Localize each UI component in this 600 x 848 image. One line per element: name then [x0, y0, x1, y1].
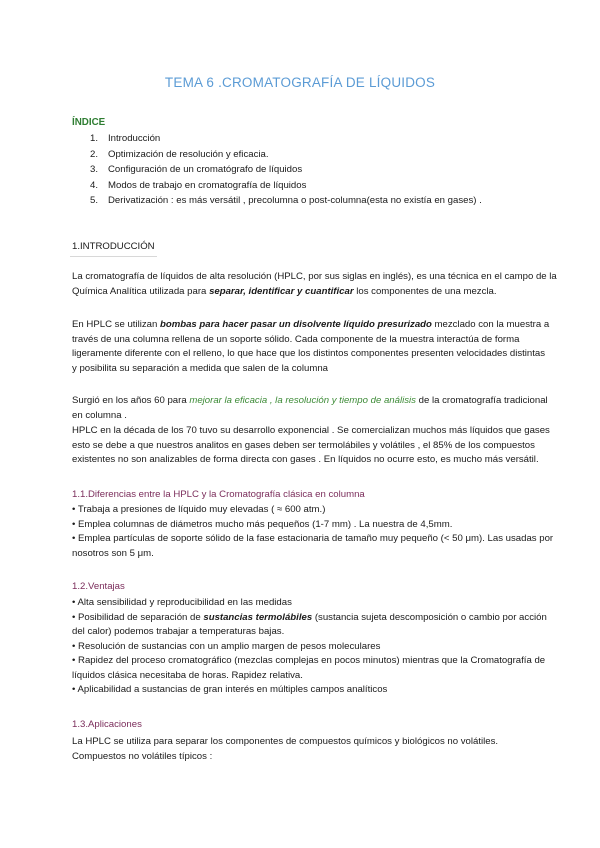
section-1-2-heading: 1.2.Ventajas: [72, 581, 125, 592]
toc-number: 1.: [90, 133, 99, 144]
text-line: esto se debe a que nuestros analitos en gases deben ser termolábiles y volátiles , el 85% de los compuestos: [72, 439, 535, 451]
toc-item: [90, 193, 540, 209]
text-span: mezclado con la muestra a: [431, 319, 550, 330]
intro-heading: 1.INTRODUCCIÓN: [70, 239, 157, 257]
text-line: Compuestos no volátiles típicos :: [72, 750, 213, 762]
list-item-continuation: del calor) podemos trabajar a temperaturas bajas.: [72, 626, 285, 637]
text-line: y posibilita su separación a medida que salen de la columna: [72, 362, 328, 374]
intro-paragraph-3: [72, 394, 548, 423]
list-item: • Aplicabilidad a sustancias de gran interés en múltiples campos analíticos: [72, 684, 388, 695]
text-span: • Posibilidad de separación de: [72, 611, 204, 623]
toc-item: [90, 178, 540, 194]
text-span: En HPLC se utilizan: [72, 319, 160, 330]
toc-text: Introducción: [108, 133, 161, 144]
text-span: Química Analítica utilizada para: [72, 285, 210, 297]
emphasis: separar, identificar y cuantificar: [209, 285, 354, 297]
toc-text: Configuración de un cromatógrafo de líquidos: [108, 164, 303, 176]
emphasis: bombas para hacer pasar un disolvente líquido presurizado: [159, 319, 432, 330]
toc-text: Derivatización : es más versátil , precolumna o post-columna(esta no existía en gases) .: [108, 195, 482, 207]
text-line: través de una columna rellena de un soporte sólido. Cada componente de la muestra interactúa de forma: [72, 333, 520, 345]
intro-paragraph-4: [72, 424, 550, 468]
toc-number: 5.: [90, 195, 99, 207]
section-1-1-heading: 1.1.Diferencias entre la HPLC y la Cromatografía clásica en columna: [72, 489, 365, 500]
toc-number: 4.: [90, 179, 99, 191]
list-item-continuation: líquidos clásica necesitaba de horas. Rapidez relativa.: [72, 669, 303, 681]
intro-paragraph-2: [72, 318, 550, 376]
list-item: • Emplea partículas de soporte sólido de la fase estacionaria de tamaño muy pequeño (< 50 μm). Las usadas por: [72, 533, 554, 544]
text-line: existentes no son analizables de forma directa con gases . En líquidos no ocurre esto, es mucho más versátil.: [72, 454, 539, 465]
table-of-contents: [90, 131, 540, 209]
toc-number: 2.: [90, 148, 99, 160]
toc-number: 3.: [90, 164, 99, 176]
emphasis: mejorar la eficacia , la resolución y tiempo de análisis: [189, 395, 416, 406]
text-line: [72, 394, 548, 409]
text-span: los componentes de una mezcla.: [353, 285, 497, 297]
text-span: Surgió en los años 60 para: [72, 395, 190, 406]
section-1-2-list: [72, 596, 547, 698]
list-item: • Resolución de sustancias con un amplio margen de pesos moleculares: [72, 640, 381, 652]
toc-text: Modos de trabajo en cromatografía de líquidos: [108, 179, 307, 191]
text-line: en columna .: [72, 409, 127, 421]
list-item: • Rapidez del proceso cromatográfico (mezclas complejas en pocos minutos) mientras que la Cromatografía de: [72, 655, 546, 666]
emphasis: sustancias termolábiles: [203, 611, 313, 623]
text-line: [72, 285, 532, 300]
text-line: La cromatografía de líquidos de alta resolución (HPLC, por sus siglas en inglés), es una técnica en el campo de la: [72, 271, 557, 282]
list-item: • Emplea columnas de diámetros mucho más pequeños (1-7 mm) . La nuestra de 4,5mm.: [72, 518, 453, 530]
list-item: [72, 611, 547, 626]
text-line: La HPLC se utiliza para separar los componentes de compuestos químicos y biológicos no volátiles.: [72, 736, 499, 747]
text-line: HPLC en la década de los 70 tuvo su desarrollo exponencial . Se comercializan muchos más líquidos que gases: [72, 425, 550, 436]
list-item: • Alta sensibilidad y reproducibilidad en las medidas: [72, 597, 292, 608]
section-1-3-paragraph: [72, 735, 532, 764]
text-line: [72, 318, 550, 333]
text-line: ligeramente diferente con el relleno, lo que hace que los distintos componentes presenten velocidades distintas: [72, 348, 546, 359]
intro-paragraph-1: [72, 270, 557, 299]
section-1-1-list: [72, 503, 554, 561]
toc-item: [90, 131, 540, 147]
page-title: TEMA 6 .CROMATOGRAFÍA DE LÍQUIDOS: [164, 75, 436, 90]
text-span: (sustancia sujeta descomposición o cambio por acción: [312, 611, 547, 623]
toc-item: [90, 147, 540, 163]
section-1-3-heading: 1.3.Aplicaciones: [72, 719, 142, 730]
text-span: de la cromatografía tradicional: [415, 395, 548, 406]
list-item-continuation: nosotros son 5 μm.: [72, 547, 154, 559]
toc-text: Optimización de resolución y eficacia.: [108, 148, 269, 160]
index-heading: ÍNDICE: [72, 117, 106, 128]
toc-item: [90, 162, 540, 178]
list-item: • Trabaja a presiones de líquido muy elevadas ( ≈ 600 atm.): [72, 504, 326, 515]
